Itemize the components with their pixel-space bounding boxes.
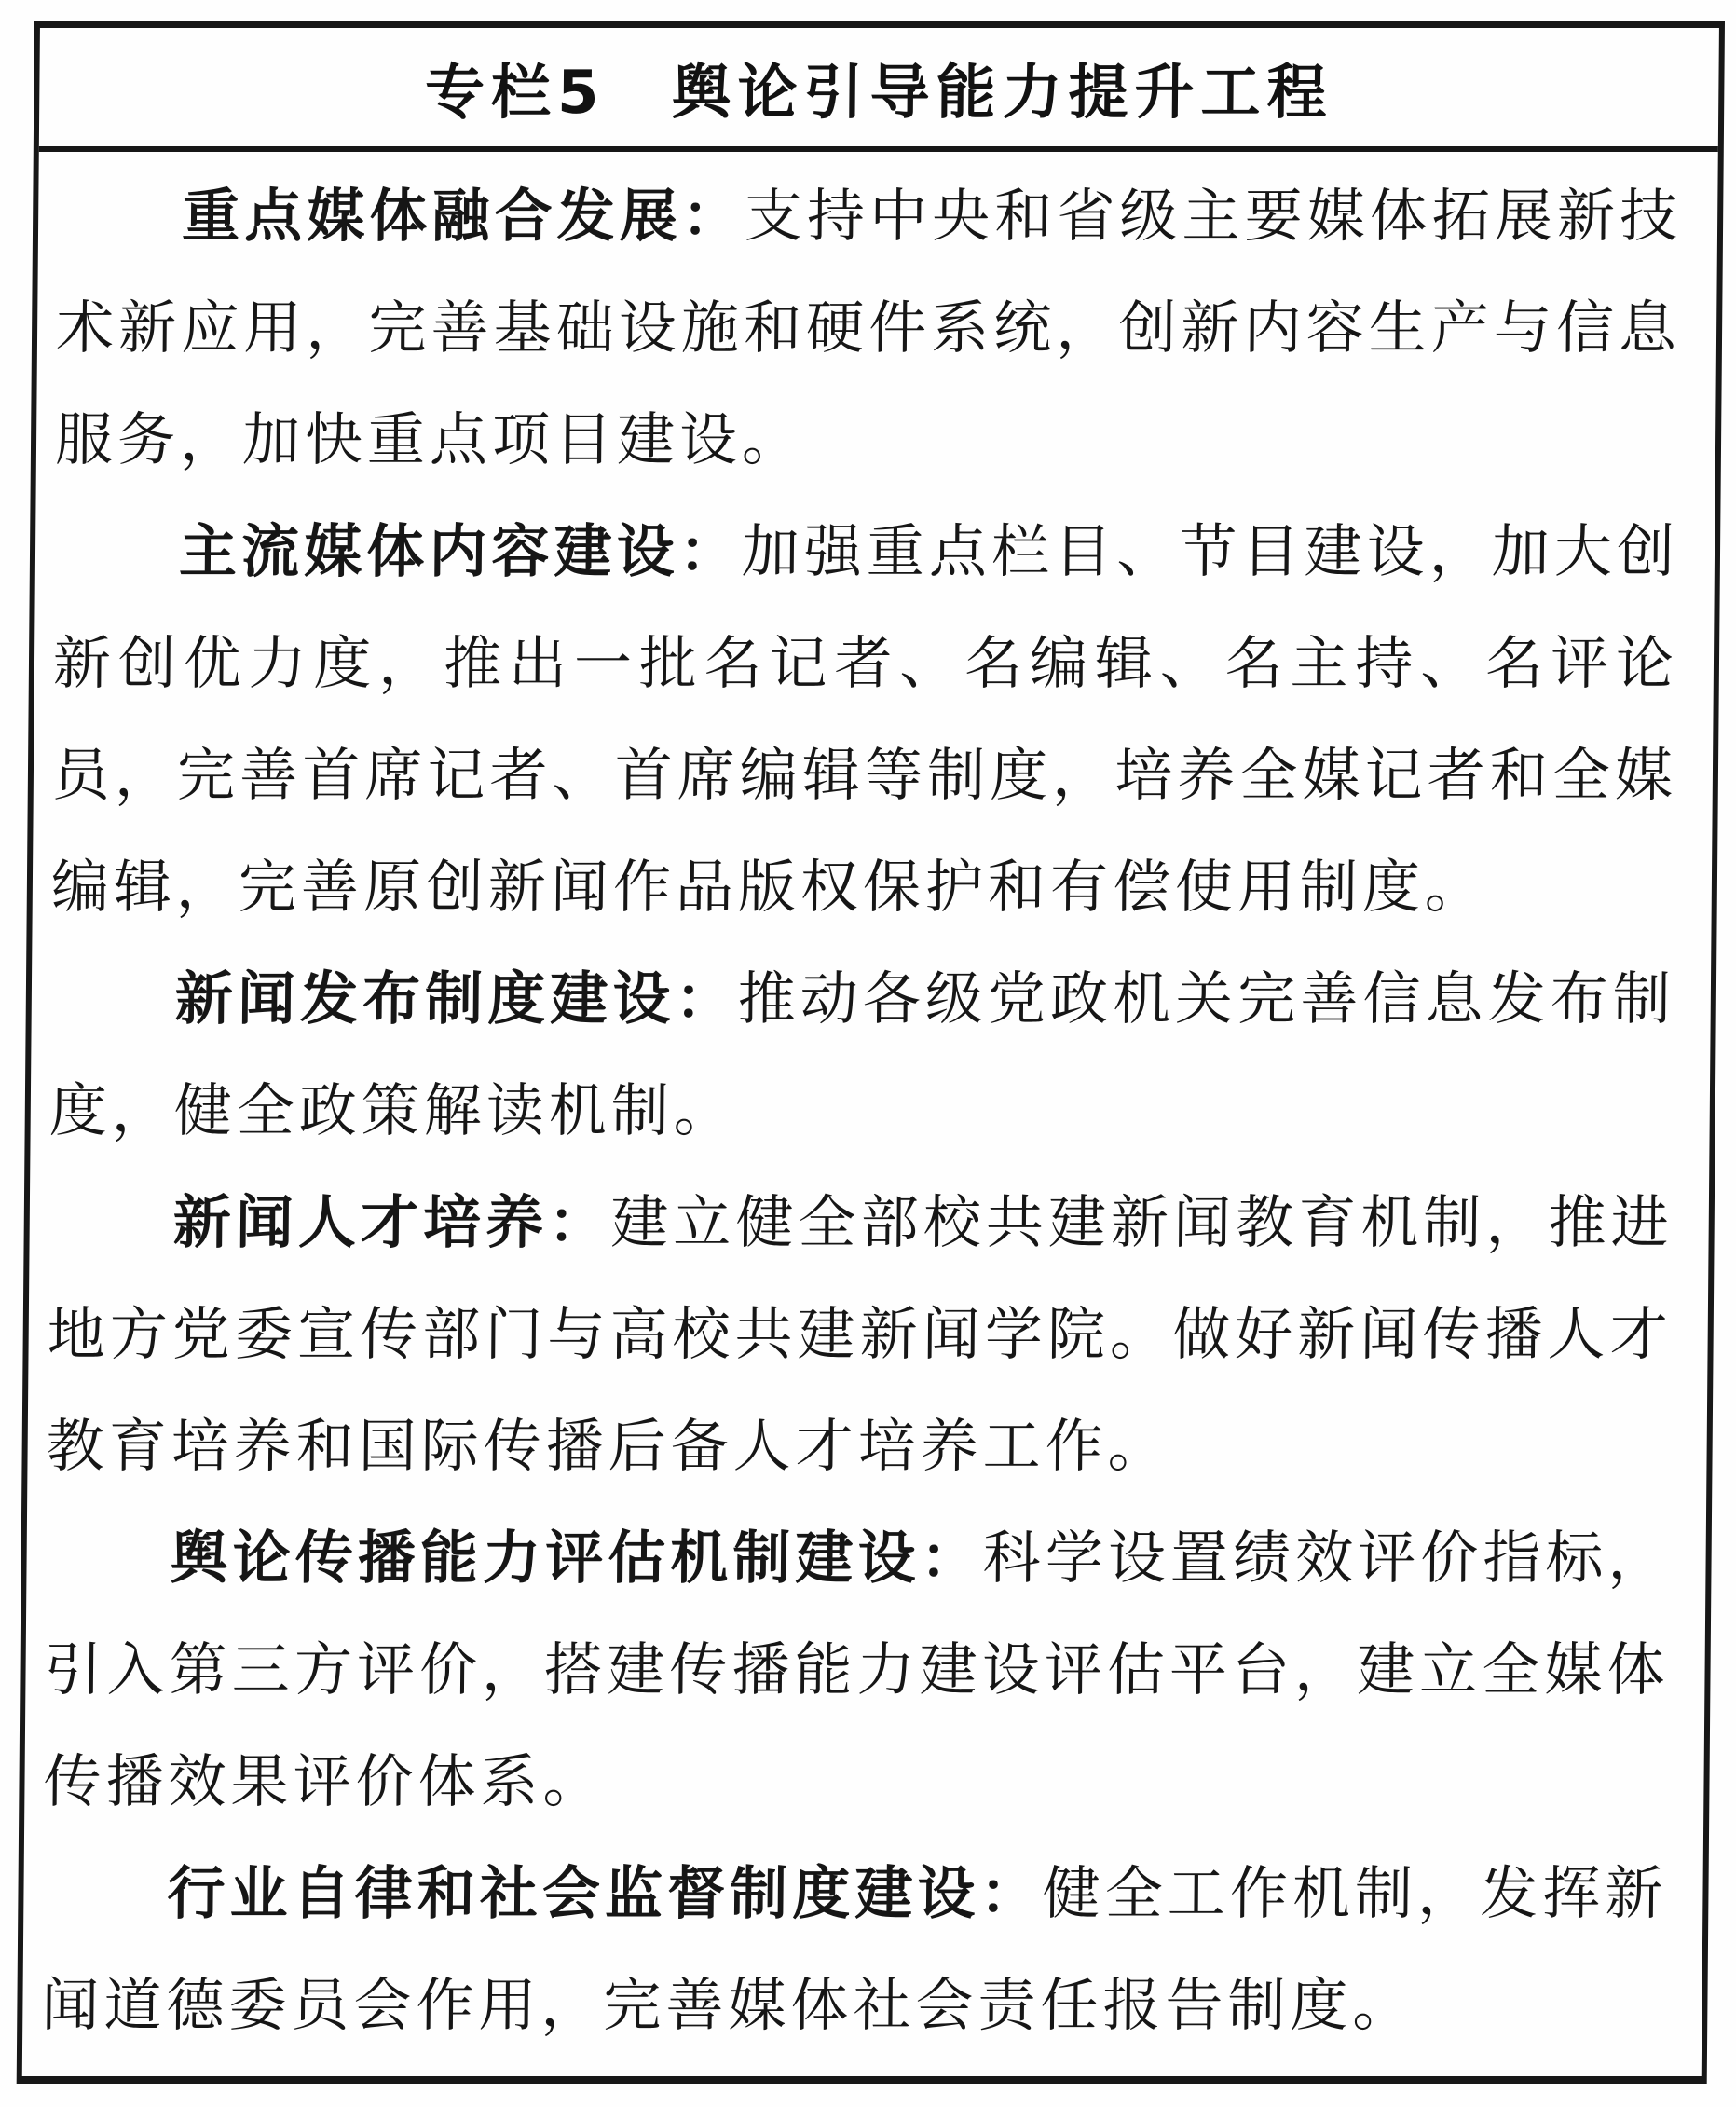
paragraph [43, 1503, 1671, 1839]
paragraph-body: 科学设置绩效评价指标，引入第三方评价，搭建传播能力建设评估平台，建立全媒体传播效果评价体系。 [43, 1527, 1671, 1814]
paragraph-lead: 新闻人才培养： [172, 1192, 611, 1255]
box-title-row [39, 28, 1719, 152]
paragraph-body: 支持中央和省级主要媒体拓展新技术新应用，完善基础设施和硬件系统，创新内容生产与信息服务，加快重点项目建设。 [54, 185, 1683, 472]
paragraph-lead: 主流媒体内容建设： [178, 521, 743, 584]
paragraph-lead: 重点媒体融合发展： [181, 185, 745, 249]
paragraph-lead: 舆论传播能力评估机制建设： [170, 1527, 984, 1591]
paragraph [50, 497, 1679, 944]
paragraph-body: 推动各级党政机关完善信息发布制度，健全政策解读机制。 [48, 968, 1676, 1143]
paragraph-body: 健全工作机制，发挥新闻道德委员会作用，完善媒体社会责任报告制度。 [41, 1863, 1668, 2038]
column-box [17, 21, 1725, 2084]
paragraph-body: 建立健全部校共建新闻教育机制，推进地方党委宣传部门与高校共建新闻学院。做好新闻传播人才教育培养和国际传播后备人才培养工作。 [46, 1192, 1674, 1479]
paragraph-body: 加强重点栏目、节目建设，加大创新创优力度，推出一批名记者、名编辑、名主持、名评论员，完善首席记者、首席编辑等制度，培养全媒记者和全媒编辑，完善原创新闻作品版权保护和有偿使用制度。 [50, 521, 1680, 920]
box-title: 专栏5 舆论引导能力提升工程 [424, 58, 1333, 128]
paragraph-lead: 新闻发布制度建设： [174, 968, 738, 1032]
paragraph-lead: 行业自律和社会监督制度建设： [167, 1863, 1043, 1926]
paragraph [48, 944, 1675, 1168]
paragraph [55, 161, 1683, 497]
paragraph [41, 1839, 1668, 2062]
box-body [22, 152, 1718, 2062]
paragraph [46, 1168, 1674, 1503]
